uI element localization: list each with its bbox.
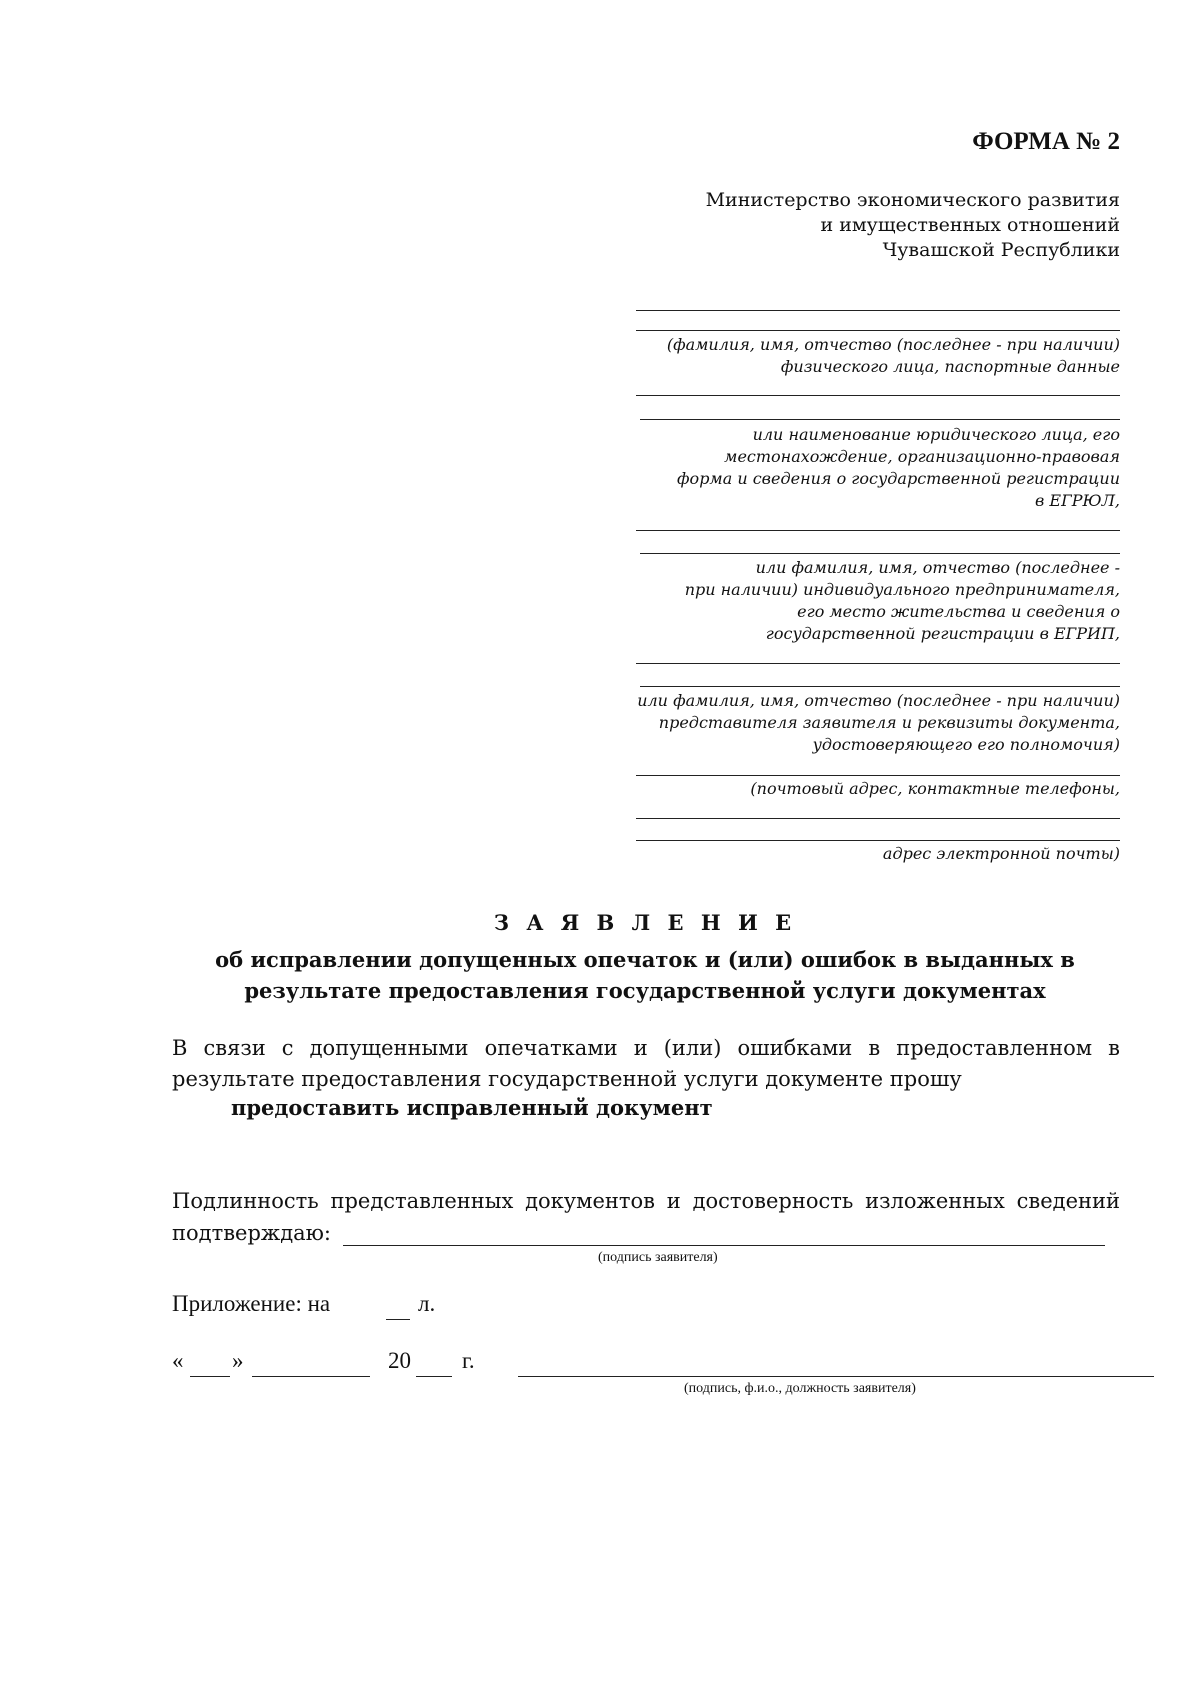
ministry-line: Министерство экономического развития xyxy=(705,189,1120,211)
statement-body: В связи с допущенными опечатками и (или) ошибками в предоставленном в результате предоставления государственной услуги документе прошу xyxy=(172,1036,1120,1091)
ministry-line: Чувашской Республики xyxy=(882,239,1120,261)
appendix-unit: л. xyxy=(418,1291,436,1316)
statement-request: предоставить исправленный документ xyxy=(231,1095,713,1120)
fill-line[interactable] xyxy=(640,553,1120,554)
final-signature-line[interactable] xyxy=(518,1376,1154,1377)
fill-line[interactable] xyxy=(636,840,1120,841)
final-signature-caption: (подпись, ф.и.о., должность заявителя) xyxy=(684,1381,916,1396)
date-year-prefix: 20 xyxy=(388,1348,411,1373)
signature-line[interactable] xyxy=(343,1245,1105,1246)
caption-representative: или фамилия, имя, отчество (последнее - при наличии) представителя заявителя и реквизиты документа, удостоверяющего его полномочия) xyxy=(637,691,1120,754)
ministry-line: и имущественных отношений xyxy=(820,214,1120,236)
date-open-quote: « xyxy=(172,1348,184,1373)
appendix-pages-field[interactable] xyxy=(386,1319,410,1320)
date-year-suffix: г. xyxy=(462,1348,475,1373)
date-day-field[interactable] xyxy=(190,1376,230,1377)
signature-caption: (подпись заявителя) xyxy=(598,1250,718,1265)
appendix-label: Приложение: на xyxy=(172,1291,331,1316)
statement-title: З А Я В Л Е Н И Е xyxy=(493,910,797,935)
fill-line[interactable] xyxy=(636,530,1120,531)
fill-line[interactable] xyxy=(636,775,1120,776)
caption-legal-entity: или наименование юридического лица, его местонахождение, организационно-правовая форма и сведения о государственной регистрации в ЕГРЮЛ, xyxy=(677,425,1120,510)
fill-line[interactable] xyxy=(636,395,1120,396)
statement-subtitle: об исправлении допущенных опечаток и (или) ошибок в выданных в результате предоставления государственной услуги документах xyxy=(215,947,1075,1003)
caption-email: адрес электронной почты) xyxy=(882,844,1120,863)
fill-line[interactable] xyxy=(636,330,1120,331)
date-year-field[interactable] xyxy=(416,1376,452,1377)
fill-line[interactable] xyxy=(636,818,1120,819)
caption-entrepreneur: или фамилия, имя, отчество (последнее - при наличии) индивидуального предпринимателя, его место жительства и сведения о государственной регистрации в ЕГРИП, xyxy=(684,558,1120,643)
form-number: ФОРМА № 2 xyxy=(972,128,1120,155)
fill-line[interactable] xyxy=(636,663,1120,664)
fill-line[interactable] xyxy=(640,419,1120,420)
caption-person: (фамилия, имя, отчество (последнее - при наличии) физического лица, паспортные данные xyxy=(666,335,1120,376)
fill-line[interactable] xyxy=(640,686,1120,687)
fill-line[interactable] xyxy=(636,310,1120,311)
date-close-quote: » xyxy=(232,1348,244,1373)
ministry-name xyxy=(706,188,1120,263)
date-month-field[interactable] xyxy=(252,1376,370,1377)
caption-contacts: (почтовый адрес, контактные телефоны, xyxy=(750,779,1120,798)
confirmation-text: Подлинность представленных документов и достоверность изложенных сведений подтверждаю: xyxy=(172,1189,1120,1245)
